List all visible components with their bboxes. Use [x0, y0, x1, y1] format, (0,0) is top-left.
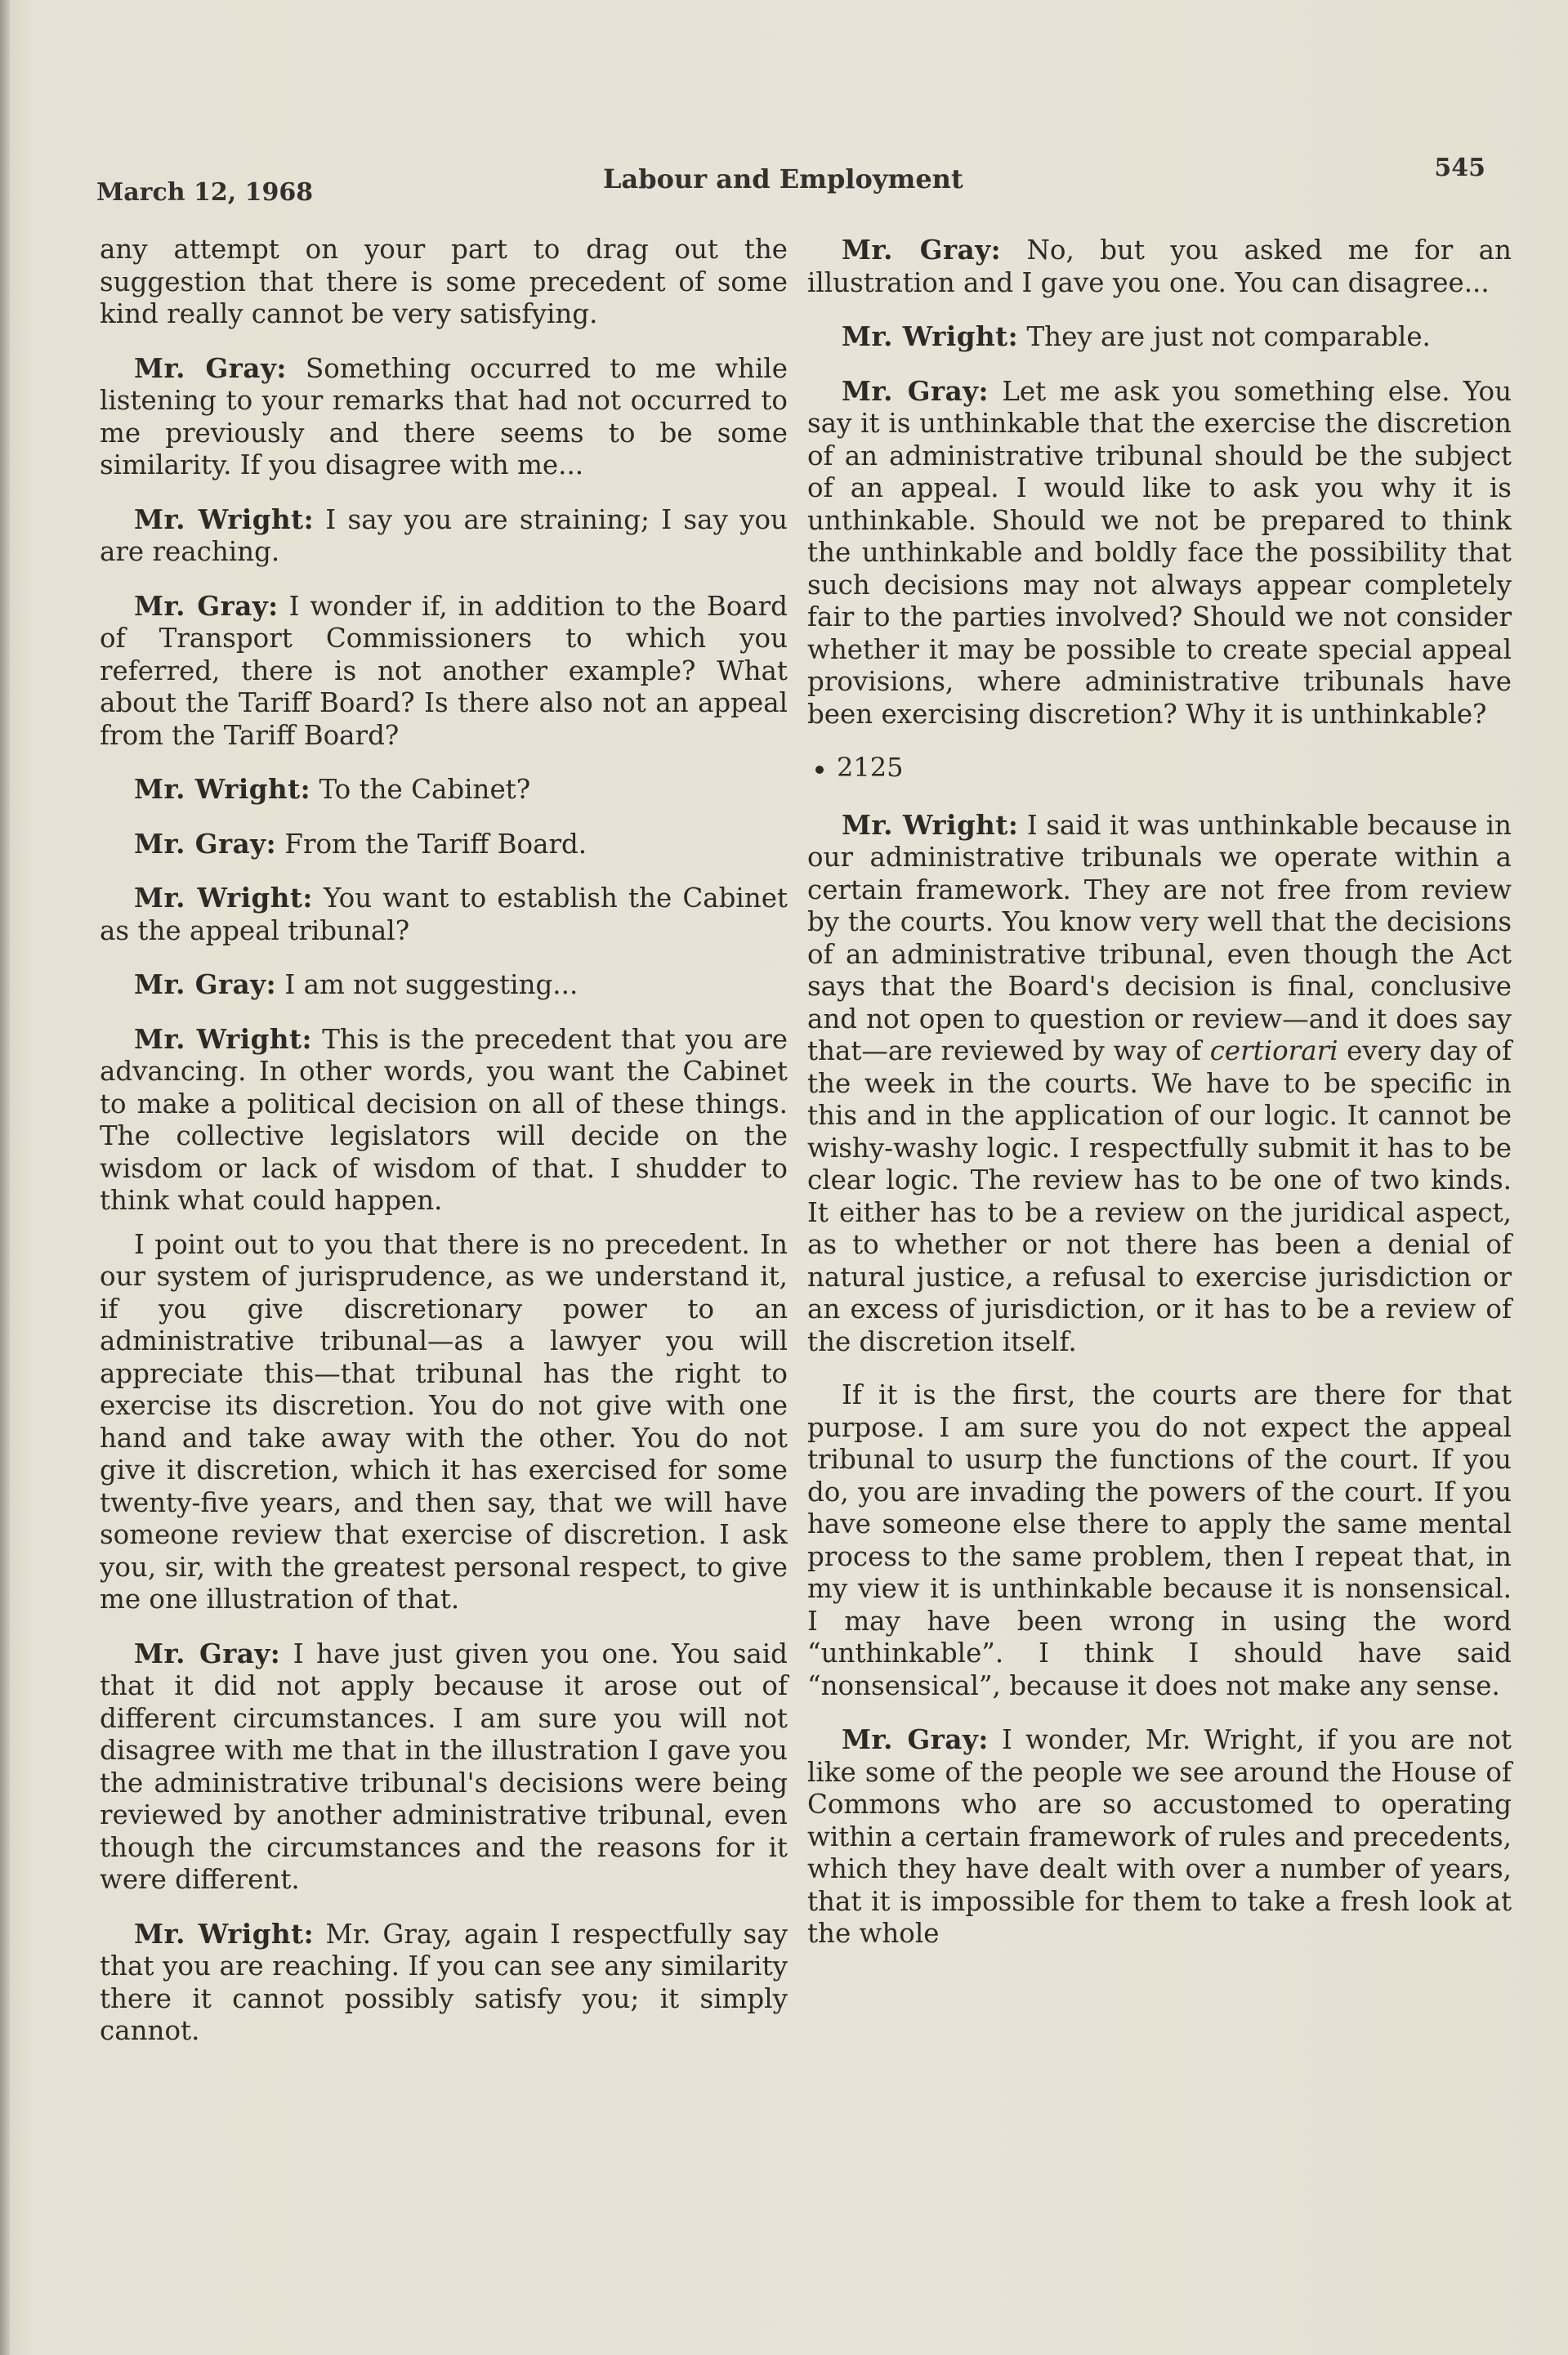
speaker-name: Mr. Wright: — [842, 808, 1019, 841]
paragraph-text: I said it was unthinkable because in our administrative tribunals we operate within a certain framework. They are not free from review by the courts. You know very well that the decisions of an administrative tribunal, even though the Act says that the Board's decision is final, conclusive and not open to question or review—and it does say that—are reviewed by way of — [807, 809, 1512, 1066]
paragraph-text: This is the precedent that you are advancing. In other words, you want the Cabinet to make a political decision on all of these things. The collective legislators will decide on the wisdom or lack of wisdom of that. I shudder to think what could happen. — [100, 1023, 788, 1216]
paragraph-text: From the Tariff Board. — [284, 828, 587, 860]
paragraph — [100, 1023, 788, 1218]
page-header — [96, 154, 1485, 209]
paragraph — [100, 882, 788, 947]
header-section-title: Labour and Employment — [603, 163, 963, 194]
paragraph-text: every day of the week in the courts. We have to be specific in this and in the application of our logic. It cannot be wishy-washy logic. I respectfully submit it has to be clear logic. The review has to be one of two kinds. It either has to be a review on the juridical aspect, as to whether or not there has been a denial of natural justice, a refusal to exercise jurisdiction or an excess of jurisdiction, or it has to be a review of the discretion itself. — [807, 1035, 1512, 1357]
speaker-name: Mr. Wright: — [134, 882, 313, 914]
paragraph — [100, 352, 788, 482]
paragraph — [100, 1638, 788, 1897]
speaker-name: Mr. Wright: — [134, 1022, 313, 1055]
speaker-name: Mr. Gray: — [134, 968, 277, 1000]
paragraph-text: I say you are straining; I say you are reaching. — [100, 503, 788, 567]
paragraph-text: To the Cabinet? — [319, 774, 531, 805]
speaker-name: Mr. Gray: — [842, 1723, 989, 1755]
paragraph-text: I point out to you that there is no precedent. In our system of jurisprudence, as we understand it, if you give discretionary power to an administrative tribunal—as a lawyer you will appreciate this—that tribunal has the right to exercise its discretion. You do not give with one hand and take away with the other. You do not give it discretion, which it has exercised for some twenty-five years, and then say, that we will have someone review that exercise of discretion. I ask you, sir, with the greatest personal respect, to give me one illustration of that. — [100, 1228, 788, 1615]
paragraph-text: They are just not comparable. — [1026, 321, 1431, 352]
header-date: March 12, 1968 — [96, 178, 314, 207]
paragraph-text: I am not suggesting... — [284, 969, 579, 1000]
time-marker-text: 2125 — [837, 752, 904, 783]
paragraph — [100, 590, 788, 753]
paragraph-text: I wonder if, in addition to the Board of Transport Commissioners to which you referred, there is not another example? What about the Tariff Board? Is there also not an appeal from the Tariff Board? — [100, 590, 788, 751]
speaker-name: Mr. Wright: — [842, 320, 1019, 352]
paragraph — [807, 320, 1512, 354]
paragraph-text: If it is the first, the courts are there for that purpose. I am sure you do not expect the appeal tribunal to usurp the functions of the court. If you do, you are invading the powers of the court. If you have someone else there to apply the same mental process to the same problem, then I repeat that, in my view it is unthinkable because it is nonsensical. I may have been wrong in using the word “unthinkable”. I think I should have said “nonsensical”, because it does not make any sense. — [807, 1379, 1512, 1701]
paragraph — [807, 234, 1512, 299]
paragraph — [100, 828, 788, 861]
bullet-icon — [815, 766, 824, 774]
paragraph — [807, 1723, 1512, 1951]
paragraph — [807, 375, 1512, 731]
italic-term: certiorari — [1209, 1035, 1338, 1066]
speaker-name: Mr. Gray: — [134, 827, 277, 860]
paragraph-text: No, but you asked me for an illustration and I gave you one. You can disagree... — [807, 235, 1512, 298]
paragraph — [100, 234, 788, 331]
binding-edge — [0, 0, 10, 2355]
paragraph-text: I have just given you one. You said that it did not apply because it arose out of different circumstances. I am sure you will not disagree with me that in the illustration I gave you the administrative tribunal's decisions were being reviewed by another administrative tribunal, even though the circumstances and the reasons for it were different. — [100, 1638, 788, 1895]
paragraph — [807, 809, 1512, 1359]
speaker-name: Mr. Gray: — [134, 589, 279, 622]
paragraph — [100, 968, 788, 1002]
paragraph-text: any attempt on your part to drag out the suggestion that there is some precedent of some kind really cannot be very satisfying. — [100, 234, 788, 329]
speaker-name: Mr. Gray: — [842, 374, 989, 407]
speaker-name: Mr. Wright: — [134, 773, 311, 805]
paragraph-text: Let me ask you something else. You say it is unthinkable that the exercise the discretion of an administrative tribunal should be the subject of an appeal. I would like to ask you why it is unthinkable. Should we not be prepared to think the unthinkable and boldly face the possibility that such decisions may not always appear completely fair to the parties involved? Should we not consider whether it may be possible to create special appeal provisions, where administrative tribunals have been exercising discretion? Why it is unthinkable? — [807, 375, 1512, 730]
paragraph — [100, 503, 788, 569]
paragraph — [100, 1229, 788, 1616]
speaker-name: Mr. Gray: — [134, 351, 287, 384]
paragraph — [100, 1918, 788, 2048]
speaker-name: Mr. Gray: — [842, 234, 1002, 266]
paragraph-text: I wonder, Mr. Wright, if you are not like some of the people we see around the House of Commons who are so accustomed to operating within a certain framework of rules and precedents, which they have dealt with over a number of years, that it is impossible for them to take a fresh look at the whole — [807, 1724, 1512, 1949]
speaker-name: Mr. Wright: — [134, 503, 315, 535]
paragraph-text: You want to establish the Cabinet as the appeal tribunal? — [100, 883, 788, 946]
paragraph — [807, 1379, 1512, 1702]
paragraph-text: Something occurred to me while listening to your remarks that had not occurred to me previously and there seems to be some similarity. If you disagree with me... — [100, 352, 788, 480]
time-marker — [815, 752, 1512, 784]
paragraph-text: Mr. Gray, again I respectfully say that you are reaching. If you can see any similarity there it cannot possibly satisfy you; it simply cannot. — [100, 1918, 788, 2046]
left-column — [100, 234, 788, 2069]
speaker-name: Mr. Wright: — [134, 1917, 315, 1950]
header-page-number: 545 — [1434, 154, 1485, 182]
speaker-name: Mr. Gray: — [134, 1637, 281, 1669]
paragraph — [100, 773, 788, 807]
right-column — [807, 234, 1512, 1972]
